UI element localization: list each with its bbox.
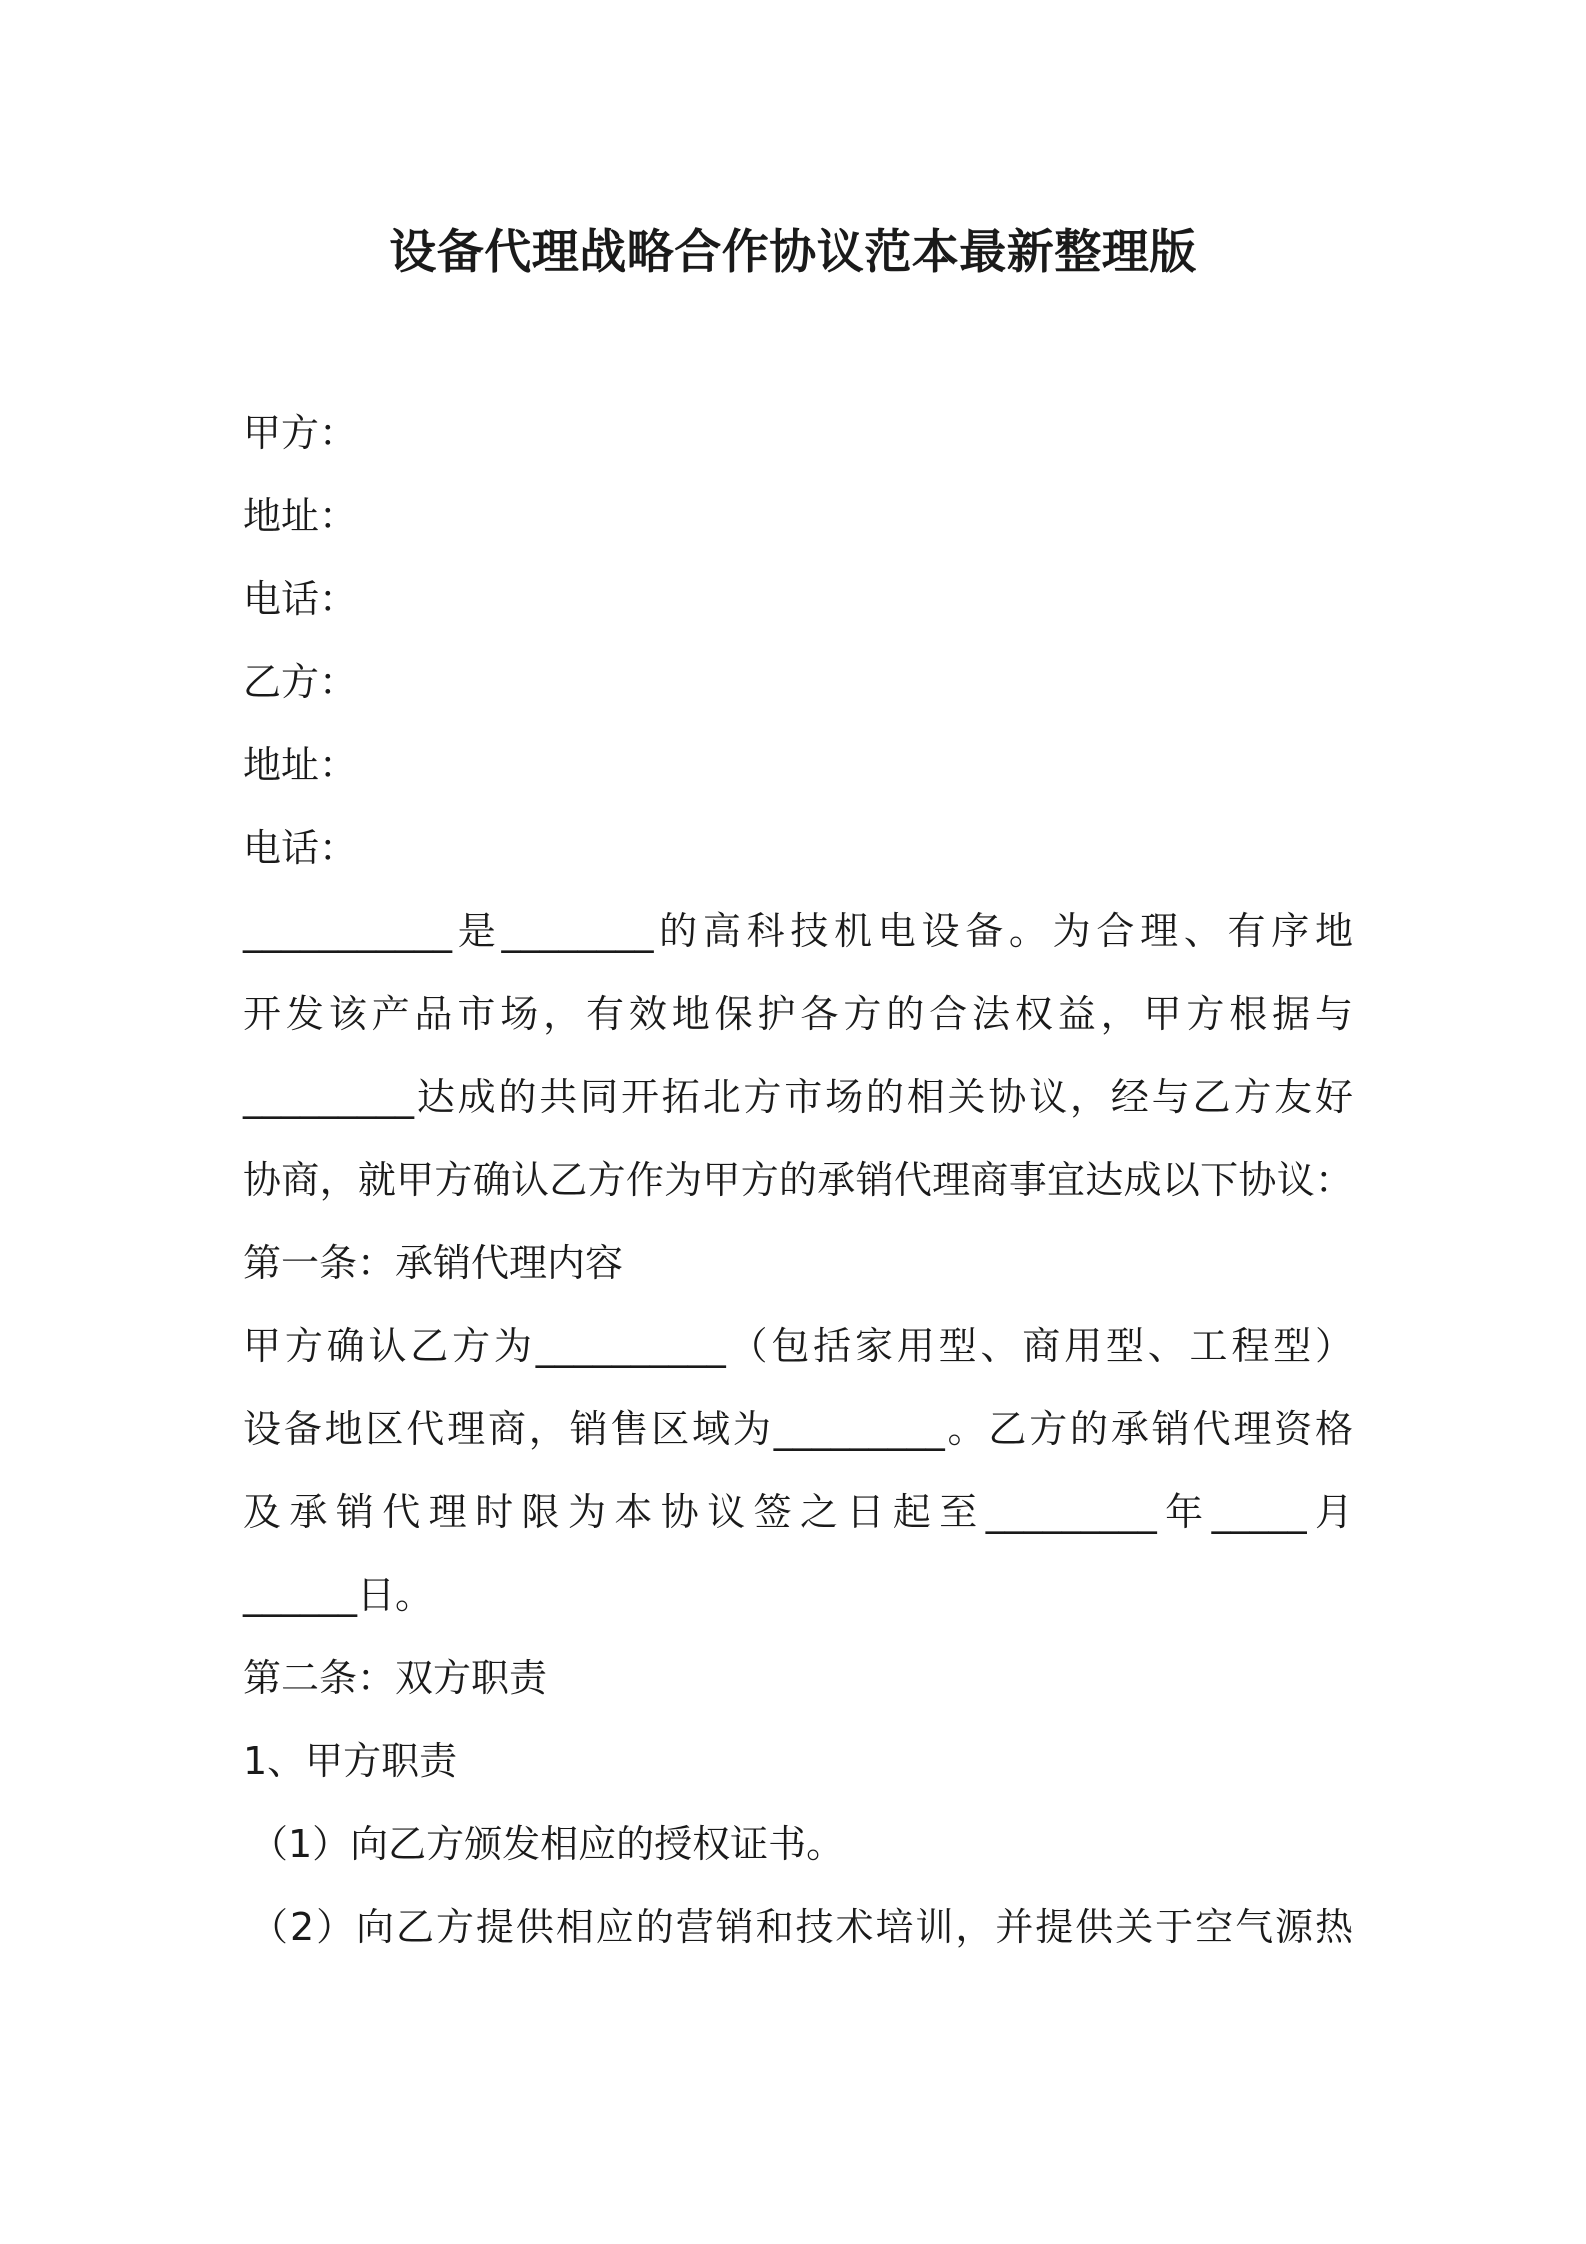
article-1-heading: 第一条：承销代理内容 — [243, 1241, 624, 1285]
body-line: 甲方确认乙方为__________（包括家用型、商用型、工程型） — [243, 1324, 1353, 1368]
party-b-address-label: 地址： — [243, 743, 358, 787]
body-line: 协商，就甲方确认乙方作为甲方的承销代理商事宜达成以下协议： — [243, 1158, 1353, 1202]
list-item: （2）向乙方提供相应的营销和技术培训，并提供关于空气源热 — [250, 1905, 1353, 1949]
body-line: 开发该产品市场，有效地保护各方的合法权益，甲方根据与 — [243, 992, 1353, 1036]
body-line: _________达成的共同开拓北方市场的相关协议，经与乙方友好 — [243, 1075, 1353, 1119]
list-item: （1）向乙方颁发相应的授权证书。 — [250, 1822, 845, 1866]
party-a-phone-label: 电话： — [243, 577, 358, 621]
section-heading: 1、甲方职责 — [243, 1739, 458, 1783]
body-line: ______日。 — [243, 1573, 434, 1617]
party-a-address-label: 地址： — [243, 494, 358, 538]
article-2-heading: 第二条：双方职责 — [243, 1656, 548, 1700]
document-title: 设备代理战略合作协议范本最新整理版 — [389, 225, 1197, 280]
body-line: 及承销代理时限为本协议签之日起至_________年_____月 — [243, 1490, 1353, 1534]
body-line: ___________是________的高科技机电设备。为合理、有序地 — [243, 909, 1353, 953]
party-b-label: 乙方： — [243, 660, 358, 704]
body-line: 设备地区代理商，销售区域为_________。乙方的承销代理资格 — [243, 1407, 1353, 1451]
party-a-label: 甲方： — [243, 411, 358, 455]
party-b-phone-label: 电话： — [243, 826, 358, 870]
